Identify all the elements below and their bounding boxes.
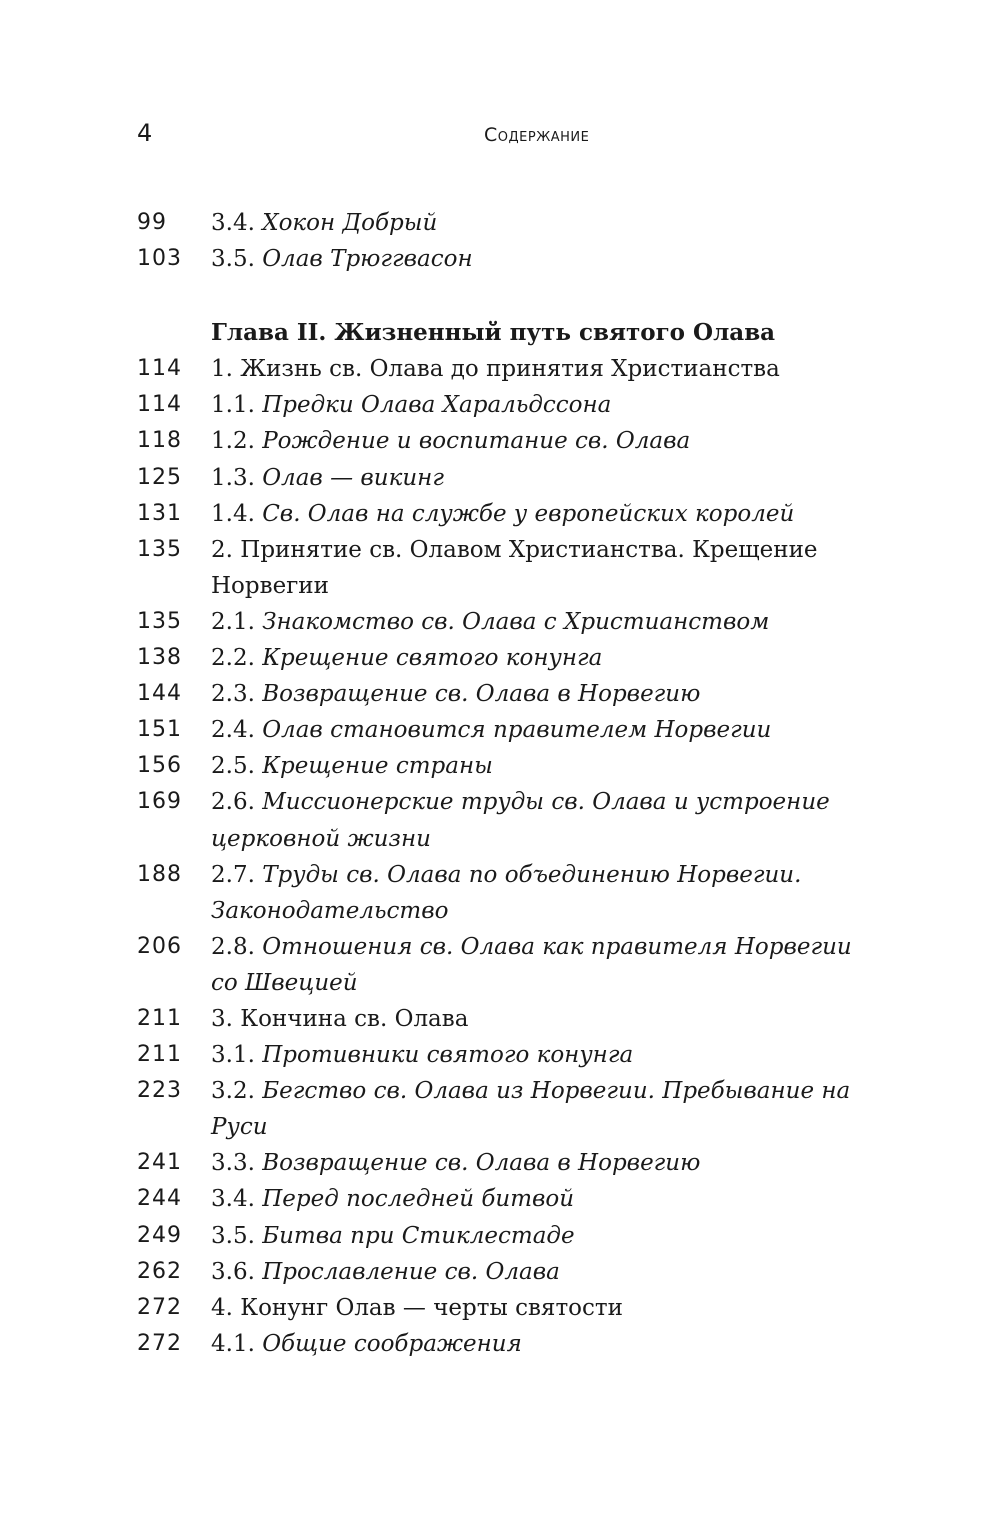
toc-entry-number: 3. bbox=[211, 1005, 233, 1032]
toc-entry-number: 1.4. bbox=[211, 500, 255, 527]
toc-entry-number: 1.2. bbox=[211, 428, 255, 455]
toc-entry-page: 151 bbox=[137, 717, 182, 743]
toc-entry-page: 211 bbox=[137, 1042, 182, 1068]
toc-entry-number: 3.1. bbox=[211, 1042, 255, 1069]
toc-entry-title: Труды св. Олава по объединению Норвегии. Законодательство bbox=[211, 861, 802, 924]
toc-entry-text bbox=[211, 929, 877, 1001]
toc-entry-page: 241 bbox=[137, 1150, 182, 1176]
page-number: 4 bbox=[137, 119, 153, 147]
toc-entry-text bbox=[211, 460, 877, 496]
toc-entry-text bbox=[211, 1181, 877, 1217]
toc-entry-number: 2.5. bbox=[211, 753, 255, 780]
toc-entry-title: Общие соображения bbox=[262, 1330, 522, 1357]
toc-entry-number: 2.6. bbox=[211, 789, 255, 816]
toc-entry bbox=[137, 712, 877, 748]
toc-entry-title: Крещение страны bbox=[262, 753, 493, 780]
toc-entry-page: 114 bbox=[137, 356, 182, 382]
toc-entry-text bbox=[211, 423, 877, 459]
toc-entry-number: 3.4. bbox=[211, 1186, 255, 1213]
toc-entry-text bbox=[211, 1254, 877, 1290]
toc-entry-number: 4. bbox=[211, 1294, 233, 1321]
toc-entry-title: Отношения св. Олава как правителя Норвегии со Швецией bbox=[211, 933, 852, 996]
toc-entry-page: 223 bbox=[137, 1078, 182, 1104]
toc-entry bbox=[137, 1254, 877, 1290]
running-head bbox=[137, 118, 863, 148]
toc-entry-title: Олав Трюггвасон bbox=[262, 246, 473, 273]
toc-entry-title: Предки Олава Харальдссона bbox=[262, 392, 612, 419]
toc-entry-number: 2.4. bbox=[211, 717, 255, 744]
toc-entry bbox=[137, 1218, 877, 1254]
toc-entry-text bbox=[211, 784, 877, 856]
toc-entry-title: Возвращение св. Олава в Норвегию bbox=[262, 681, 701, 708]
toc-entry-title: Битва при Стиклестаде bbox=[262, 1222, 575, 1249]
toc-entry bbox=[137, 1073, 877, 1145]
toc-entry-title: Крещение святого конунга bbox=[262, 645, 603, 672]
toc-entry bbox=[137, 387, 877, 423]
toc-entry-number: 3.5. bbox=[211, 246, 255, 273]
toc-entry-page: 135 bbox=[137, 608, 182, 634]
running-title: Содержание bbox=[484, 124, 590, 146]
toc-entry-title: Возвращение св. Олава в Норвегию bbox=[262, 1150, 701, 1177]
toc-entry-page: 169 bbox=[137, 789, 182, 815]
toc-entry-number: 2.2. bbox=[211, 645, 255, 672]
toc-entry-number: 3.5. bbox=[211, 1222, 255, 1249]
toc-entry-text bbox=[211, 532, 877, 604]
toc-entry-text bbox=[211, 1073, 877, 1145]
toc-entry-text bbox=[211, 640, 877, 676]
toc-entry-page: 144 bbox=[137, 681, 182, 707]
toc-entry-page: 135 bbox=[137, 536, 182, 562]
chapter-heading: Глава II. Жизненный путь святого Олава bbox=[211, 319, 776, 347]
toc-entry bbox=[137, 1037, 877, 1073]
toc-entry-page: 114 bbox=[137, 392, 182, 418]
toc-entry-page: 272 bbox=[137, 1294, 182, 1320]
toc-entry bbox=[137, 460, 877, 496]
toc-entry bbox=[137, 351, 877, 387]
toc-entry bbox=[137, 857, 877, 929]
toc-entry-page: 188 bbox=[137, 861, 182, 887]
toc-entry-text bbox=[211, 1218, 877, 1254]
toc-entry-page: 249 bbox=[137, 1222, 182, 1248]
toc-entry-title: Олав становится правителем Норвегии bbox=[262, 717, 772, 744]
toc-entry-title: Св. Олав на службе у европейских королей bbox=[262, 500, 795, 527]
toc-entry-page: 156 bbox=[137, 753, 182, 779]
toc-entry-number: 1. bbox=[211, 356, 233, 383]
toc-entry-page: 131 bbox=[137, 500, 182, 526]
toc-entry-page: 125 bbox=[137, 464, 182, 490]
toc-entry-title: Олав — викинг bbox=[262, 464, 444, 491]
toc-entry-number: 3.4. bbox=[211, 210, 255, 236]
toc-entry bbox=[137, 1145, 877, 1181]
toc-entry-number: 2.3. bbox=[211, 681, 255, 708]
toc-entry-title: Рождение и воспитание св. Олава bbox=[262, 428, 691, 455]
toc-entry bbox=[137, 748, 877, 784]
toc-entry-title: Бегство св. Олава из Норвегии. Пребывание на Руси bbox=[211, 1078, 851, 1141]
toc-entry bbox=[137, 423, 877, 459]
toc-entry-text bbox=[211, 857, 877, 929]
toc-entry-number: 4.1. bbox=[211, 1330, 255, 1357]
toc-entry-page: 138 bbox=[137, 645, 182, 671]
toc-entry bbox=[137, 1326, 877, 1362]
toc-entry-number: 2.1. bbox=[211, 608, 255, 635]
toc-entry-number: 1.1. bbox=[211, 392, 255, 419]
toc-entry-number: 2.7. bbox=[211, 861, 255, 888]
toc-entry-title: Принятие св. Олавом Христианства. Крещение Норвегии bbox=[211, 536, 818, 599]
toc-entry bbox=[137, 1181, 877, 1217]
toc-entry-text bbox=[211, 604, 877, 640]
toc-entry-number: 1.3. bbox=[211, 464, 255, 491]
toc-entry-page: 244 bbox=[137, 1186, 182, 1212]
toc-entry-page: 272 bbox=[137, 1330, 182, 1356]
toc-entry-text bbox=[211, 1001, 877, 1037]
toc-entry bbox=[137, 532, 877, 604]
toc-entry-text bbox=[211, 748, 877, 784]
toc-entry-page: 262 bbox=[137, 1258, 182, 1284]
toc-entry bbox=[137, 205, 877, 241]
toc-lead-list bbox=[137, 205, 877, 277]
toc-entry-text bbox=[211, 205, 877, 241]
toc-entry-text bbox=[211, 1326, 877, 1362]
toc-entry-page: 99 bbox=[137, 210, 167, 235]
toc-entry-page: 103 bbox=[137, 246, 182, 272]
toc-entry-text bbox=[211, 241, 877, 277]
toc-entry bbox=[137, 676, 877, 712]
toc-entry bbox=[137, 784, 877, 856]
toc-entry-text bbox=[211, 676, 877, 712]
toc-entry bbox=[137, 241, 877, 277]
toc-entry-text bbox=[211, 496, 877, 532]
toc-entry bbox=[137, 1001, 877, 1037]
toc-entry-title: Знакомство св. Олава с Христианством bbox=[262, 608, 770, 635]
toc-entry-list bbox=[137, 351, 877, 1362]
toc-entry bbox=[137, 604, 877, 640]
toc-entry-number: 2.8. bbox=[211, 933, 255, 960]
toc-entry-text bbox=[211, 1037, 877, 1073]
toc-entry-title: Противники святого конунга bbox=[262, 1042, 634, 1069]
toc-entry-title: Прославление св. Олава bbox=[262, 1258, 560, 1285]
toc-entry-title: Миссионерские труды св. Олава и устроение церковной жизни bbox=[211, 789, 830, 852]
toc-entry-text bbox=[211, 1290, 877, 1326]
toc-entry-title: Кончина св. Олава bbox=[240, 1005, 469, 1032]
toc-entry-title: Перед последней битвой bbox=[262, 1186, 575, 1213]
toc-entry-number: 3.6. bbox=[211, 1258, 255, 1285]
toc-entry-title: Конунг Олав — черты святости bbox=[240, 1294, 623, 1321]
toc-entry-number: 3.2. bbox=[211, 1078, 255, 1105]
toc-entry-text bbox=[211, 351, 877, 387]
toc-entry-page: 211 bbox=[137, 1005, 182, 1031]
toc-entry-text bbox=[211, 712, 877, 748]
toc-entry bbox=[137, 496, 877, 532]
toc-entry-page: 118 bbox=[137, 428, 182, 454]
table-of-contents bbox=[137, 205, 877, 1362]
toc-entry-title: Жизнь св. Олава до принятия Христианства bbox=[240, 356, 780, 383]
toc-entry-title: Хокон Добрый bbox=[262, 210, 438, 236]
toc-entry bbox=[137, 640, 877, 676]
toc-entry-number: 3.3. bbox=[211, 1150, 255, 1177]
toc-entry-text bbox=[211, 1145, 877, 1181]
toc-entry bbox=[137, 1290, 877, 1326]
toc-entry bbox=[137, 929, 877, 1001]
toc-entry-text bbox=[211, 387, 877, 423]
toc-entry-number: 2. bbox=[211, 536, 233, 563]
toc-entry-page: 206 bbox=[137, 933, 182, 959]
